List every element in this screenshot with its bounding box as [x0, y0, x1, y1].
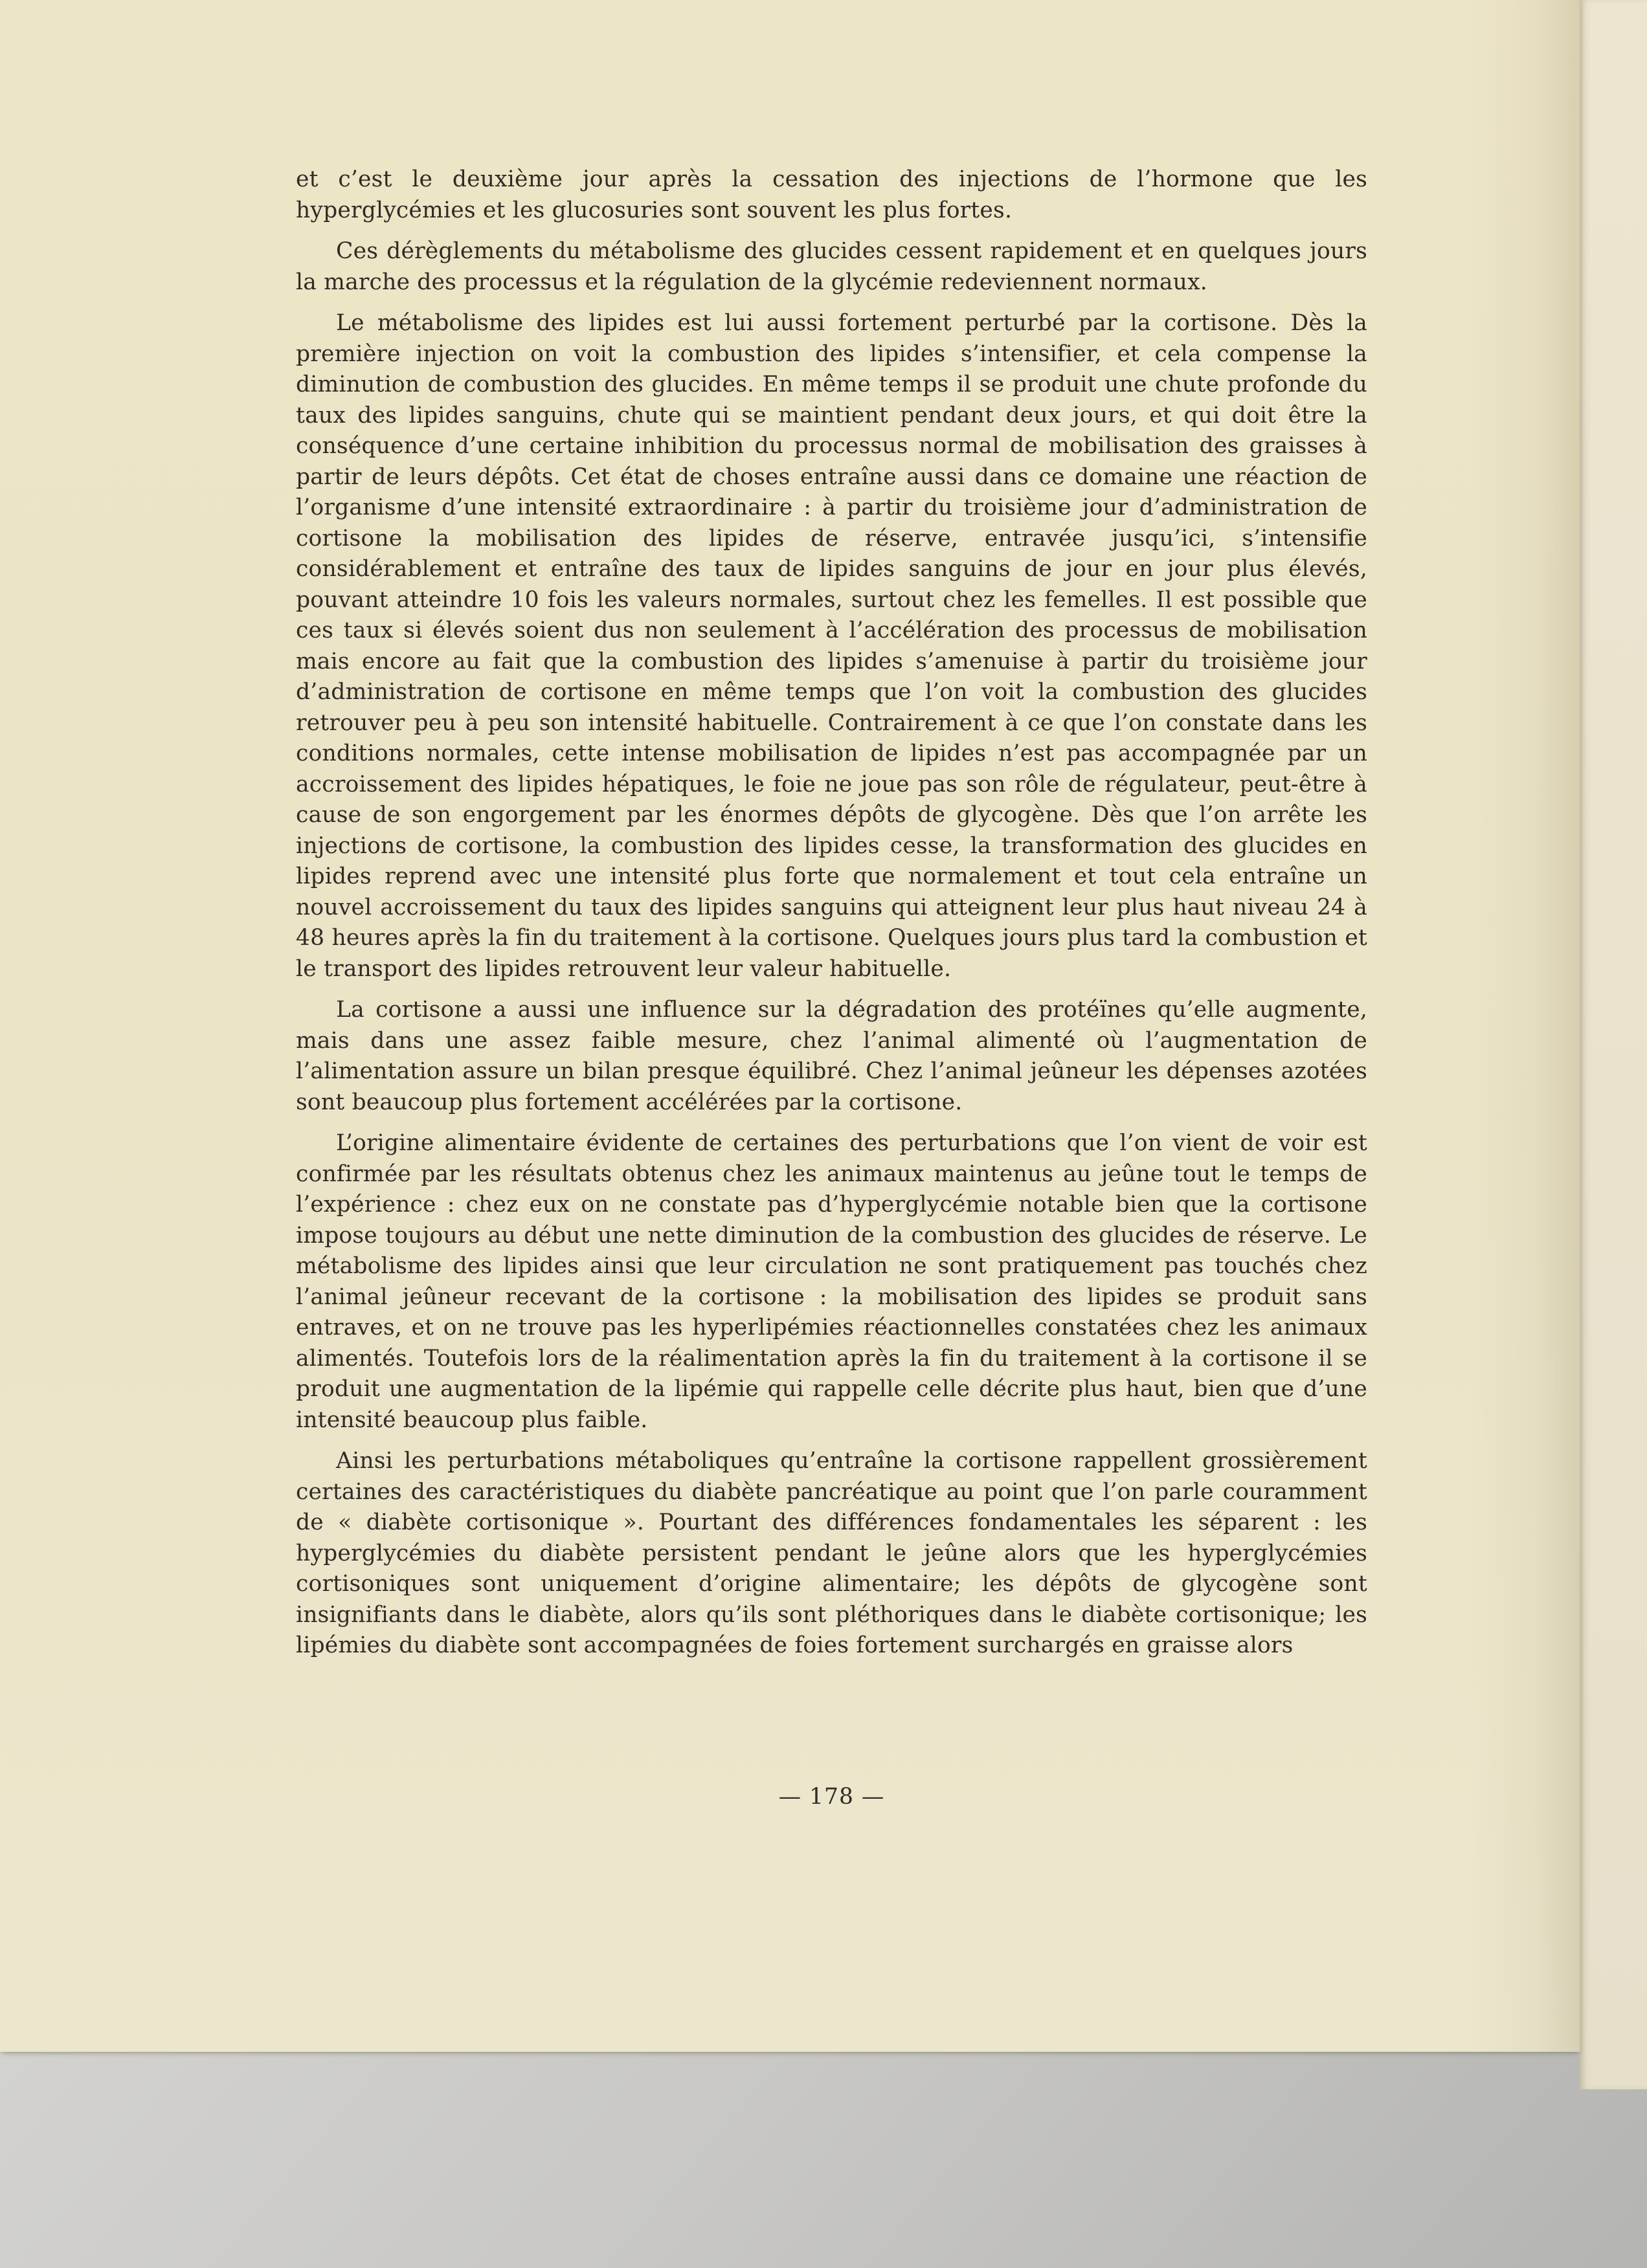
paragraph: et c’est le deuxième jour après la cessation des injections de l’hormone que les hyperglycémies et les glucosuries sont souvent les plus fortes. [296, 166, 1367, 223]
scanner-background [0, 2047, 1647, 2268]
page-number: — 178 — [778, 1784, 885, 1810]
paragraph: Le métabolisme des lipides est lui aussi fortement perturbé par la cortisone. Dès la première injection on voit la combustion des lipides s’intensifier, et cela compense la diminution de combustion des glucides. En même temps il se produit une chute profonde du taux des lipides sanguins, chute qui se maintient pendant deux jours, et qui doit être la conséquence d’une certaine inhibition du processus normal de mobilisation des graisses à partir de leurs dépôts. Cet état de choses entraîne aussi dans ce domaine une réaction de l’organisme d’une intensité extraordinaire : à partir du troisième jour d’administration de cortisone la mobilisation des lipides de réserve, entravée jusqu’ici, s’intensifie considérablement et entraîne des taux de lipides sanguins de jour en jour plus élevés, pouvant atteindre 10 fois les valeurs normales, surtout chez les femelles. Il est possible que ces taux si élevés soient dus non seulement à l’accélération des processus de mobilisation mais encore au fait que la combustion des lipides s’amenuise à partir du troisième jour d’administration de cortisone en même temps que l’on voit la combustion des glucides retrouver peu à peu son intensité habituelle. Contrairement à ce que l’on constate dans les conditions normales, cette intense mobilisation de lipides n’est pas accompagnée par un accroissement des lipides hépatiques, le foie ne joue pas son rôle de régulateur, peut-être à cause de son engorgement par les énormes dépôts de glycogène. Dès que l’on arrête les injections de cortisone, la combustion des lipides cesse, la transformation des glucides en lipides reprend avec une intensité plus forte que normalement et tout cela entraîne un nouvel accroissement du taux des lipides sanguins qui atteignent leur plus haut niveau 24 à 48 heures après la fin du traitement à la cortisone. Quelques jours plus tard la combustion et le transport des lipides retrouvent leur valeur habituelle. [296, 310, 1367, 982]
paragraph: La cortisone a aussi une influence sur la dégradation des protéïnes qu’elle augmente, mais dans une assez faible mesure, chez l’animal alimenté où l’augmentation de l’alimentation assure un bilan presque équilibré. Chez l’animal jeûneur les dépenses azotées sont beaucoup plus fortement accélérées par la cortisone. [296, 997, 1367, 1115]
body-text [296, 164, 1367, 1662]
paragraph: L’origine alimentaire évidente de certaines des perturbations que l’on vient de voir est confirmée par les résultats obtenus chez les animaux maintenus au jeûne tout le temps de l’expérience : chez eux on ne constate pas d’hyperglycémie notable bien que la cortisone impose toujours au début une nette diminution de la combustion des glucides de réserve. Le métabolisme des lipides ainsi que leur circulation ne sont pratiquement pas touchés chez l’animal jeûneur recevant de la cortisone : la mobilisation des lipides se produit sans entraves, et on ne trouve pas les hyperlipémies réactionnelles constatées chez les animaux alimentés. Toutefois lors de la réalimentation après la fin du traitement à la cortisone il se produit une augmentation de la lipémie qui rappelle celle décrite plus haut, bien que d’une intensité beaucoup plus faible. [296, 1130, 1367, 1433]
paragraph: Ces dérèglements du métabolisme des glucides cessent rapidement et en quelques jours la marche des processus et la régulation de la glycémie redeviennent normaux. [296, 238, 1367, 295]
paragraph: Ainsi les perturbations métaboliques qu’entraîne la cortisone rappellent grossièrement certaines des caractéristiques du diabète pancréatique au point que l’on parle couramment de « diabète cortisonique ». Pourtant des différences fondamentales les séparent : les hyperglycémies du diabète persistent pendant le jeûne alors que les hyperglycémies cortisoniques sont uniquement d’origine alimentaire; les dépôts de glycogène sont insignifiants dans le diabète, alors qu’ils sont pléthoriques dans le diabète cortisonique; les lipémies du diabète sont accompagnées de foies fortement surchargés en graisse alors [296, 1448, 1367, 1658]
underlying-page-edge [1579, 0, 1647, 2089]
